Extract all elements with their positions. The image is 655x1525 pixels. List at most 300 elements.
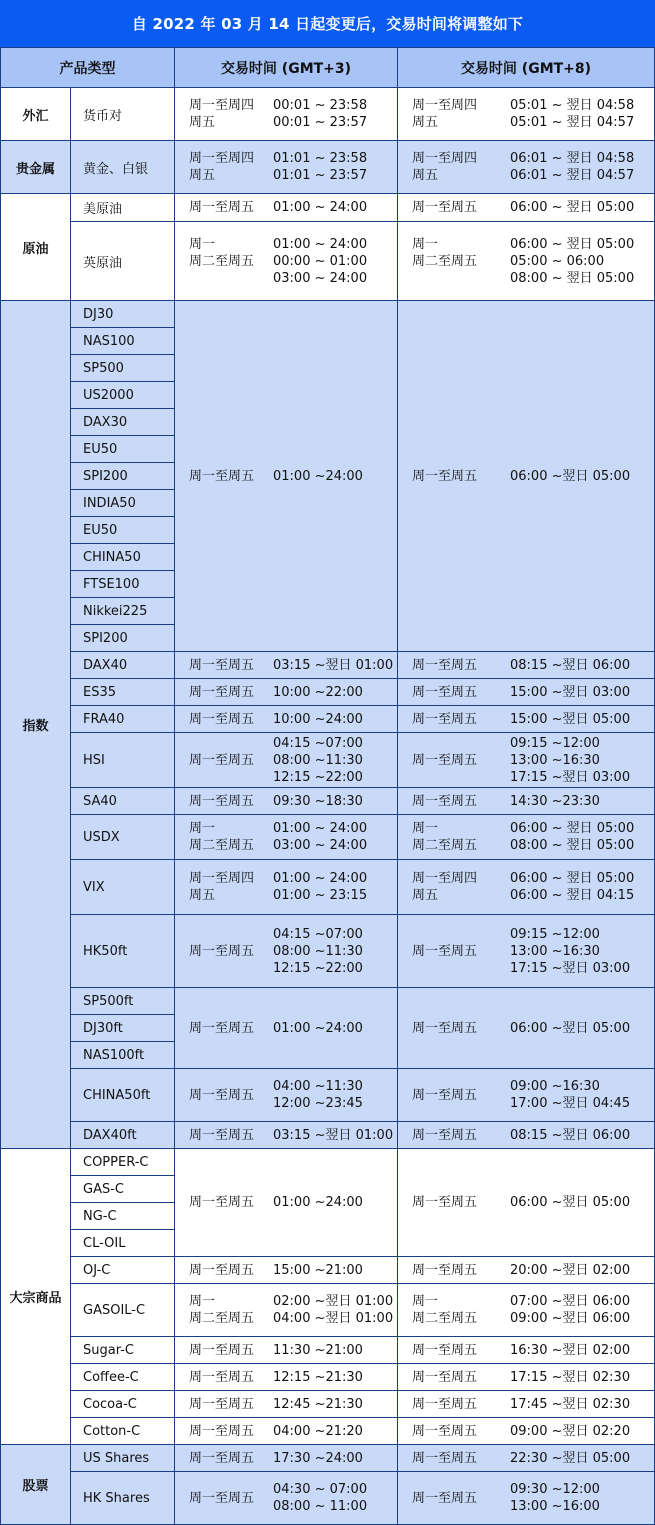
- hours-line: 04:00 ~21:20: [273, 1423, 363, 1439]
- hours-line: 04:15 ~07:00: [273, 735, 363, 751]
- hours-line: 06:01 ~ 翌日 04:57: [510, 168, 635, 183]
- trading-hours: [273, 88, 367, 140]
- time-gmt3-cell: [174, 87, 398, 141]
- trading-hours: [510, 679, 630, 705]
- product-cell: CHINA50ft: [70, 1068, 175, 1122]
- hours-line: 03:00 ~ 24:00: [273, 270, 368, 286]
- days-line: 周一至周五: [189, 1020, 255, 1036]
- trading-hours: [273, 652, 393, 678]
- days-line: 周一至周五: [189, 657, 255, 673]
- days-line: 周一至周五: [412, 684, 478, 700]
- trading-days: [189, 1149, 254, 1256]
- hours-line: 01:00 ~24:00: [273, 1195, 363, 1210]
- header-time-gmt3: 交易时间 (GMT+3): [174, 47, 398, 88]
- trading-hours: [273, 1284, 393, 1336]
- days-line: 周一至周五: [189, 1369, 255, 1385]
- days-line: 周一至周四: [412, 151, 478, 166]
- product-cell: DJ30: [70, 300, 175, 328]
- hours-line: 08:00 ~11:30: [273, 943, 363, 959]
- days-line: 周一至周五: [412, 1396, 478, 1412]
- days-line: 周一至周五: [189, 684, 255, 700]
- trading-hours: [273, 222, 367, 300]
- trading-days: [412, 915, 477, 987]
- time-gmt3-cell: [174, 1148, 398, 1257]
- hours-line: 15:00 ~翌日 05:00: [510, 711, 631, 727]
- days-line: 周一至周四: [189, 151, 255, 166]
- days-line: 周一至周四: [189, 871, 255, 886]
- product-cell: SP500: [70, 354, 175, 382]
- trading-days: [412, 1284, 477, 1336]
- product-cell: COPPER-C: [70, 1148, 175, 1176]
- hours-line: 03:15 ~翌日 01:00: [273, 1127, 394, 1143]
- days-line: 周一: [412, 821, 439, 836]
- trading-days: [189, 194, 254, 221]
- hours-line: 08:00 ~ 翌日 05:00: [510, 838, 635, 853]
- trading-days: [189, 88, 254, 140]
- hours-line: 01:00 ~24:00: [273, 1020, 363, 1036]
- hours-line: 05:00 ~ 06:00: [510, 253, 605, 269]
- time-gmt3-cell: [174, 859, 398, 915]
- trading-days: [412, 988, 477, 1068]
- hours-line: 13:00 ~16:00: [510, 1499, 600, 1514]
- product-cell: USDX: [70, 814, 175, 860]
- product-cell: GASOIL-C: [70, 1283, 175, 1337]
- hours-line: 04:15 ~07:00: [273, 926, 363, 942]
- time-gmt8-cell: [397, 193, 655, 222]
- trading-days: [412, 1337, 477, 1363]
- trading-days: [412, 1445, 477, 1471]
- category-cell: 原油: [0, 193, 71, 301]
- trading-hours: [510, 1149, 630, 1256]
- hours-line: 06:00 ~ 翌日 05:00: [510, 200, 635, 215]
- trading-days: [189, 222, 254, 300]
- days-line: 周一至周五: [189, 1342, 255, 1358]
- days-line: 周五: [412, 168, 439, 183]
- trading-days: [189, 1364, 254, 1390]
- product-cell: HK Shares: [70, 1471, 175, 1525]
- hours-line: 03:00 ~ 24:00: [273, 838, 368, 853]
- time-gmt8-cell: [397, 787, 655, 815]
- time-gmt3-cell: [174, 678, 398, 706]
- product-cell: SPI200: [70, 462, 175, 490]
- time-gmt8-cell: [397, 732, 655, 788]
- hours-line: 06:00 ~ 翌日 05:00: [510, 871, 635, 886]
- days-line: 周二至周五: [412, 253, 478, 269]
- trading-days: [189, 652, 254, 678]
- time-gmt8-cell: [397, 1068, 655, 1122]
- trading-days: [189, 1337, 254, 1363]
- days-line: 周一至周五: [189, 468, 255, 484]
- hours-line: 14:30 ~23:30: [510, 793, 600, 809]
- product-cell: Nikkei225: [70, 597, 175, 625]
- hours-line: 17:45 ~翌日 02:30: [510, 1396, 631, 1412]
- hours-line: 01:00 ~24:00: [273, 468, 363, 484]
- product-cell: GAS-C: [70, 1175, 175, 1203]
- trading-days: [412, 194, 477, 221]
- hours-line: 05:01 ~ 翌日 04:58: [510, 98, 635, 113]
- hours-line: 06:01 ~ 翌日 04:58: [510, 151, 635, 166]
- trading-hours: [510, 733, 630, 787]
- hours-line: 04:00 ~翌日 01:00: [273, 1311, 394, 1326]
- hours-line: 17:15 ~翌日 02:30: [510, 1369, 631, 1385]
- product-cell: DAX40: [70, 651, 175, 679]
- trading-hours: [273, 915, 363, 987]
- hours-line: 08:00 ~11:30: [273, 752, 363, 768]
- hours-line: 00:00 ~ 01:00: [273, 253, 368, 269]
- days-line: 周一至周五: [189, 1262, 255, 1278]
- product-cell: Coffee-C: [70, 1363, 175, 1391]
- trading-hours: [273, 1069, 363, 1121]
- days-line: 周一: [189, 821, 216, 836]
- category-cell: 指数: [0, 300, 71, 1149]
- days-line: 周一至周五: [412, 1450, 478, 1466]
- hours-line: 01:00 ~ 24:00: [273, 236, 368, 252]
- hours-line: 06:00 ~翌日 05:00: [510, 1195, 631, 1210]
- trading-hours: [273, 1337, 363, 1363]
- hours-line: 12:15 ~22:00: [273, 960, 363, 976]
- hours-line: 06:00 ~ 翌日 04:15: [510, 888, 635, 903]
- trading-hours: [510, 88, 634, 140]
- trading-days: [412, 1069, 477, 1121]
- time-gmt8-cell: [397, 814, 655, 860]
- trading-hours: [273, 1149, 363, 1256]
- trading-hours: [273, 1391, 363, 1417]
- product-cell: ES35: [70, 678, 175, 706]
- trading-days: [412, 141, 477, 193]
- hours-line: 01:01 ~ 23:58: [273, 151, 368, 166]
- hours-line: 12:45 ~21:30: [273, 1396, 363, 1412]
- product-cell: SA40: [70, 787, 175, 815]
- product-cell: INDIA50: [70, 489, 175, 517]
- trading-days: [189, 815, 254, 859]
- days-line: 周一至周四: [412, 98, 478, 113]
- hours-line: 10:00 ~24:00: [273, 711, 363, 727]
- trading-days: [189, 988, 254, 1068]
- days-line: 周一: [189, 236, 216, 252]
- hours-line: 04:30 ~ 07:00: [273, 1482, 368, 1497]
- time-gmt3-cell: [174, 987, 398, 1069]
- days-line: 周一至周五: [412, 1490, 478, 1506]
- days-line: 周一至周五: [412, 793, 478, 809]
- trading-hours: [510, 1284, 630, 1336]
- hours-line: 15:00 ~翌日 03:00: [510, 684, 631, 700]
- trading-days: [412, 1418, 477, 1444]
- trading-hours: [273, 1122, 393, 1148]
- days-line: 周一至周五: [189, 711, 255, 727]
- trading-hours: [273, 1472, 367, 1524]
- trading-days: [412, 88, 477, 140]
- trading-hours: [273, 988, 363, 1068]
- days-line: 周一至周五: [412, 1342, 478, 1358]
- trading-days: [412, 706, 477, 732]
- days-line: 周五: [189, 115, 216, 130]
- time-gmt3-cell: [174, 1444, 398, 1472]
- time-gmt8-cell: [397, 1363, 655, 1391]
- time-gmt3-cell: [174, 1283, 398, 1337]
- time-gmt3-cell: [174, 1471, 398, 1525]
- days-line: 周一至周五: [189, 1087, 255, 1103]
- time-gmt3-cell: [174, 914, 398, 988]
- time-gmt8-cell: [397, 1336, 655, 1364]
- product-cell: 英原油: [70, 221, 175, 301]
- trading-hours: [273, 860, 367, 914]
- days-line: 周一至周五: [189, 200, 255, 215]
- product-cell: CHINA50: [70, 543, 175, 571]
- trading-days: [412, 1364, 477, 1390]
- time-gmt3-cell: [174, 787, 398, 815]
- time-gmt8-cell: [397, 1390, 655, 1418]
- days-line: 周五: [189, 888, 216, 903]
- days-line: 周一: [412, 236, 439, 252]
- product-cell: HK50ft: [70, 914, 175, 988]
- days-line: 周五: [189, 168, 216, 183]
- time-gmt3-cell: [174, 814, 398, 860]
- days-line: 周一至周五: [412, 1127, 478, 1143]
- trading-days: [189, 1069, 254, 1121]
- hours-line: 01:00 ~ 24:00: [273, 821, 368, 836]
- time-gmt3-cell: [174, 1417, 398, 1445]
- time-gmt8-cell: [397, 1121, 655, 1149]
- trading-hours: [510, 860, 634, 914]
- hours-line: 09:00 ~16:30: [510, 1079, 600, 1094]
- days-line: 周五: [412, 888, 439, 903]
- hours-line: 22:30 ~翌日 05:00: [510, 1450, 631, 1466]
- trading-days: [412, 860, 477, 914]
- hours-line: 12:00 ~23:45: [273, 1096, 363, 1111]
- trading-days: [189, 301, 254, 651]
- hours-line: 00:01 ~ 23:57: [273, 115, 368, 130]
- hours-line: 06:00 ~ 翌日 05:00: [510, 236, 635, 252]
- days-line: 周一至周五: [412, 1087, 478, 1103]
- product-cell: EU50: [70, 435, 175, 463]
- trading-days: [412, 1149, 477, 1256]
- time-gmt3-cell: [174, 705, 398, 733]
- trading-hours: [273, 679, 363, 705]
- days-line: 周一至周五: [189, 943, 255, 959]
- days-line: 周二至周五: [189, 1311, 255, 1326]
- trading-hours: [273, 1418, 363, 1444]
- trading-hours: [510, 1069, 630, 1121]
- days-line: 周二至周五: [189, 253, 255, 269]
- time-gmt3-cell: [174, 1390, 398, 1418]
- days-line: 周一至周五: [412, 1369, 478, 1385]
- days-line: 周一至周五: [412, 200, 478, 215]
- trading-days: [412, 815, 477, 859]
- trading-hours: [273, 301, 363, 651]
- hours-line: 06:00 ~ 翌日 05:00: [510, 821, 635, 836]
- product-cell: VIX: [70, 859, 175, 915]
- trading-days: [412, 788, 477, 814]
- trading-hours: [510, 1418, 630, 1444]
- product-cell: 黄金、白银: [70, 140, 175, 194]
- days-line: 周一至周五: [189, 793, 255, 809]
- trading-days: [189, 860, 254, 914]
- header-time-gmt8: 交易时间 (GMT+8): [397, 47, 655, 88]
- time-gmt8-cell: [397, 1444, 655, 1472]
- hours-line: 17:00 ~翌日 04:45: [510, 1096, 631, 1111]
- time-gmt3-cell: [174, 1068, 398, 1122]
- trading-days: [412, 1472, 477, 1524]
- trading-hours: [510, 301, 630, 651]
- trading-days: [189, 733, 254, 787]
- hours-line: 12:15 ~21:30: [273, 1369, 363, 1385]
- hours-line: 10:00 ~22:00: [273, 684, 363, 700]
- trading-hours: [273, 1257, 363, 1283]
- header-product-type: 产品类型: [0, 47, 175, 88]
- days-line: 周一: [189, 1294, 216, 1309]
- hours-line: 15:00 ~21:00: [273, 1262, 363, 1278]
- product-cell: US2000: [70, 381, 175, 409]
- days-line: 周一至周五: [189, 1127, 255, 1143]
- hours-line: 01:00 ~ 24:00: [273, 871, 368, 886]
- trading-days: [412, 1257, 477, 1283]
- time-gmt8-cell: [397, 678, 655, 706]
- product-cell: NAS100ft: [70, 1041, 175, 1069]
- time-gmt8-cell: [397, 1471, 655, 1525]
- product-cell: DAX40ft: [70, 1121, 175, 1149]
- trading-days: [189, 706, 254, 732]
- days-line: 周一至周五: [412, 943, 478, 959]
- days-line: 周一至周五: [189, 752, 255, 768]
- days-line: 周一至周五: [412, 1262, 478, 1278]
- trading-hours: [510, 194, 634, 221]
- days-line: 周一至周五: [412, 1195, 478, 1210]
- days-line: 周一至周五: [412, 752, 478, 768]
- days-line: 周一至周四: [189, 98, 255, 113]
- time-gmt8-cell: [397, 1283, 655, 1337]
- trading-hours: [273, 706, 363, 732]
- trading-days: [412, 652, 477, 678]
- product-cell: Cotton-C: [70, 1417, 175, 1445]
- trading-days: [189, 788, 254, 814]
- time-gmt8-cell: [397, 140, 655, 194]
- hours-line: 17:15 ~翌日 03:00: [510, 960, 631, 976]
- product-cell: EU50: [70, 516, 175, 544]
- days-line: 周一至周五: [412, 657, 478, 673]
- hours-line: 08:15 ~翌日 06:00: [510, 1127, 631, 1143]
- days-line: 周一至周五: [189, 1195, 255, 1210]
- hours-line: 08:15 ~翌日 06:00: [510, 657, 631, 673]
- trading-days: [189, 1445, 254, 1471]
- trading-hours: [273, 141, 367, 193]
- product-cell: HSI: [70, 732, 175, 788]
- hours-line: 08:00 ~ 翌日 05:00: [510, 270, 635, 286]
- time-gmt8-cell: [397, 87, 655, 141]
- category-cell: 外汇: [0, 87, 71, 141]
- product-cell: SPI200: [70, 624, 175, 652]
- days-line: 周一至周五: [412, 1423, 478, 1439]
- hours-line: 09:30 ~12:00: [510, 1482, 600, 1497]
- product-cell: Sugar-C: [70, 1336, 175, 1364]
- hours-line: 17:15 ~翌日 03:00: [510, 769, 631, 785]
- trading-days: [412, 733, 477, 787]
- trading-hours: [273, 194, 367, 221]
- trading-hours: [273, 733, 363, 787]
- trading-days: [189, 915, 254, 987]
- hours-line: 01:01 ~ 23:57: [273, 168, 368, 183]
- time-gmt3-cell: [174, 140, 398, 194]
- trading-days: [189, 1122, 254, 1148]
- trading-hours: [510, 1472, 600, 1524]
- time-gmt8-cell: [397, 705, 655, 733]
- category-cell: 股票: [0, 1444, 71, 1525]
- days-line: 周一至周五: [412, 468, 478, 484]
- hours-line: 02:00 ~翌日 01:00: [273, 1294, 394, 1309]
- hours-line: 06:00 ~翌日 05:00: [510, 1020, 631, 1036]
- time-gmt3-cell: [174, 1256, 398, 1284]
- days-line: 周一至周四: [412, 871, 478, 886]
- trading-days: [189, 1284, 254, 1336]
- time-gmt8-cell: [397, 1148, 655, 1257]
- hours-line: 03:15 ~翌日 01:00: [273, 657, 394, 673]
- notice-banner: 自 2022 年 03 月 14 日起变更后，交易时间将调整如下: [0, 0, 655, 47]
- time-gmt8-cell: [397, 300, 655, 652]
- product-cell: 美原油: [70, 193, 175, 222]
- time-gmt3-cell: [174, 732, 398, 788]
- trading-hours: [510, 141, 634, 193]
- days-line: 周二至周五: [412, 838, 478, 853]
- hours-line: 04:00 ~11:30: [273, 1079, 363, 1094]
- days-line: [189, 270, 254, 287]
- trading-days: [412, 301, 477, 651]
- product-cell: FRA40: [70, 705, 175, 733]
- product-cell: DJ30ft: [70, 1014, 175, 1042]
- time-gmt8-cell: [397, 221, 655, 301]
- trading-hours: [510, 1122, 630, 1148]
- product-cell: CL-OIL: [70, 1229, 175, 1257]
- trading-hours: [510, 1445, 630, 1471]
- trading-days: [189, 1391, 254, 1417]
- trading-hours: [273, 815, 367, 859]
- time-gmt8-cell: [397, 1417, 655, 1445]
- trading-days: [189, 1257, 254, 1283]
- product-cell: SP500ft: [70, 987, 175, 1015]
- trading-days: [412, 1391, 477, 1417]
- days-line: 周一至周五: [189, 1490, 255, 1506]
- hours-line: 20:00 ~翌日 02:00: [510, 1262, 631, 1278]
- hours-line: 09:00 ~翌日 06:00: [510, 1311, 631, 1326]
- time-gmt3-cell: [174, 1363, 398, 1391]
- days-line: 周一至周五: [189, 1396, 255, 1412]
- time-gmt3-cell: [174, 1121, 398, 1149]
- trading-days: [412, 222, 477, 300]
- hours-line: 17:30 ~24:00: [273, 1450, 363, 1466]
- hours-line: 09:15 ~12:00: [510, 735, 600, 751]
- trading-days: [412, 1122, 477, 1148]
- hours-line: 11:30 ~21:00: [273, 1342, 363, 1358]
- trading-hours: [510, 788, 600, 814]
- time-gmt3-cell: [174, 1336, 398, 1364]
- product-cell: DAX30: [70, 408, 175, 436]
- days-line: 周二至周五: [412, 1311, 478, 1326]
- hours-line: 16:30 ~翌日 02:00: [510, 1342, 631, 1358]
- trading-hours: [273, 1445, 363, 1471]
- time-gmt3-cell: [174, 651, 398, 679]
- trading-hours: [510, 815, 634, 859]
- category-cell: 贵金属: [0, 140, 71, 194]
- days-line: 周一至周五: [189, 1450, 255, 1466]
- hours-line: 01:00 ~ 24:00: [273, 200, 368, 215]
- time-gmt8-cell: [397, 914, 655, 988]
- hours-line: 05:01 ~ 翌日 04:57: [510, 115, 635, 130]
- days-line: 周一: [412, 1294, 439, 1309]
- trading-hours: [510, 652, 630, 678]
- product-cell: NG-C: [70, 1202, 175, 1230]
- time-gmt3-cell: [174, 221, 398, 301]
- days-line: [412, 270, 477, 287]
- trading-hours: [273, 788, 363, 814]
- time-gmt8-cell: [397, 859, 655, 915]
